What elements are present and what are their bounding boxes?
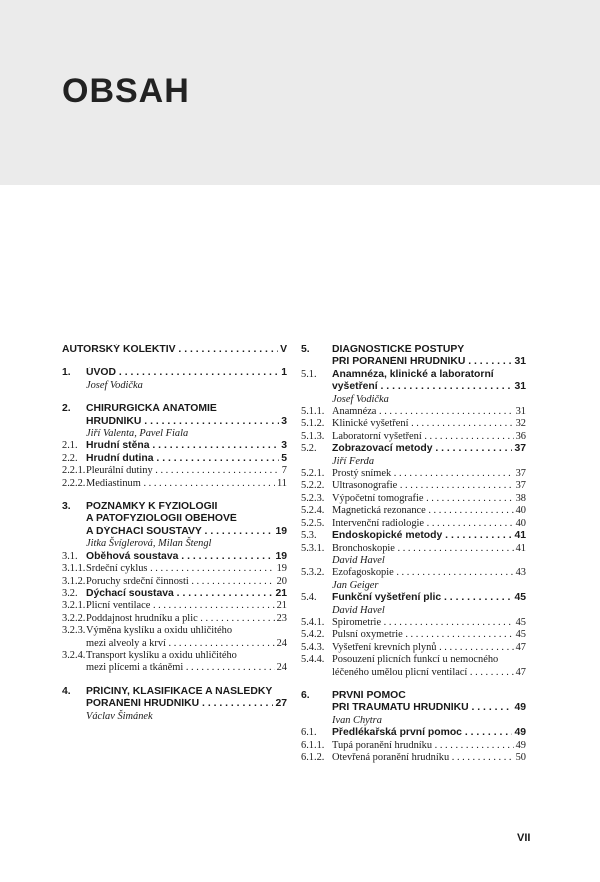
toc-entry[interactable]: 5.2.1. Prostý snímek . . . 37: [301, 468, 526, 480]
toc-entry-ch3[interactable]: 3. POZNÁMKY K FYZIOLOGII: [62, 501, 218, 513]
toc-entry[interactable]: 6.1.1. Tupá poranění hrudníku . . . 49: [301, 740, 526, 752]
toc-entry[interactable]: 6.1. Předlékařská první pomoc . . . 49: [301, 727, 526, 739]
page-title: OBSAH: [62, 72, 190, 110]
toc-entry[interactable]: 5.4.1. Spirometrie . . . 45: [301, 617, 526, 629]
toc-entry[interactable]: 3.2. Dýchací soustava . . . 21: [62, 588, 287, 600]
author: Jitka Švíglerová, Milan Štengl: [86, 538, 212, 550]
toc-entry-5-3-2[interactable]: 5.3.2. Ezofagoskopie . . . 43: [301, 567, 526, 579]
toc-entry[interactable]: 5.1.1. Anamnéza . . . 31: [301, 406, 526, 418]
toc-entry[interactable]: 5.1.3. Laboratorní vyšetření . . . 36: [301, 431, 526, 443]
toc-entry-5-1[interactable]: 5.1. Anamnéza, klinické a laboratorní: [301, 368, 494, 380]
toc-entry[interactable]: 3.2.3. Výměna kyslíku a oxidu uhličitého: [62, 625, 233, 637]
toc-entry-ch2[interactable]: 2. CHIRURGICKÁ ANATOMIE: [62, 403, 217, 415]
toc-entry[interactable]: 5.4.2. Pulsní oxymetrie . . . 45: [301, 629, 526, 641]
author: Václav Šimánek: [86, 710, 153, 722]
toc-left-column: AUTORSKÝ KOLEKTIV . . . V 1. ÚVOD . . . 1 Josef Vodička 2. CHIRURGICKÁ ANATOMIE HRUDNÍKU . . . 3 Jiří Valenta, Pavel Fiala 2.1. Hrudní stěna . . . 3 2.2. Hrudní dutina . . . 5 2.2.1. Pleurální dutiny . . . 7 2.2.2. Mediastinum . . . 11 3. POZNÁMKY K FYZIOLOGII A PATOFYZIOLOGII OBĚHOVÉ A DÝCHACÍ SOUSTAVY . . . 19 Jitka Švíglerová, Milan Štengl 3.1. Oběhová soustava . . . 19 3.1.1. Srdeční cyklus . . . 19 3.1.2. Poruchy srdeční činnosti . . . 20 3.2. Dýchací soustava . . . 21 3.2.1. Plicní ventilace . . . 21 3.2.2. Poddajnost hrudníku a plic . . . 23 3.2.3. Výměna kyslíku a oxidu uhličitého mezi alveoly a krví . . . 24 3.2.4. Transport kyslíku a oxidu uhličitého mezi plícemi a tkáněmi . . . 24 4. PŘÍČINY, KLASIFIKACE A NÁSLEDKY PORANĚNÍ HRUDNÍKU . . . 27 Václav Šimánek: [62, 344, 287, 723]
toc-entry-5-2[interactable]: 5.2. Zobrazovací metody . . . 37: [301, 443, 526, 455]
toc-entry-ch4[interactable]: 4. PŘÍČINY, KLASIFIKACE A NÁSLEDKY: [62, 685, 273, 697]
toc-entry[interactable]: 6.1.2. Otevřená poranění hrudníku . . . 50: [301, 752, 526, 764]
toc-entry-ch6[interactable]: 6. PRVNÍ POMOC: [301, 689, 406, 701]
toc-entry[interactable]: 2.2.1. Pleurální dutiny . . . 7: [62, 465, 287, 477]
author: Jan Geiger: [332, 579, 379, 591]
toc-entry[interactable]: 5.2.3. Výpočetní tomografie . . . 38: [301, 493, 526, 505]
toc-entry[interactable]: 3.1.1. Srdeční cyklus . . . 19: [62, 563, 287, 575]
toc-entry[interactable]: 3.2.4. Transport kyslíku a oxidu uhličitého: [62, 649, 237, 661]
toc-entry[interactable]: 5.2.4. Magnetická rezonance . . . 40: [301, 505, 526, 517]
toc-entry-autorsky[interactable]: AUTORSKÝ KOLEKTIV . . . V: [62, 344, 287, 356]
toc-entry[interactable]: 3.2.1. Plicní ventilace . . . 21: [62, 600, 287, 612]
author: Jiří Valenta, Pavel Fiala: [86, 428, 189, 440]
toc-entry[interactable]: 2.2. Hrudní dutina . . . 5: [62, 453, 287, 465]
toc-entry[interactable]: 5.1.2. Klinické vyšetření . . . 32: [301, 418, 526, 430]
toc-right-column: 5. DIAGNOSTICKÉ POSTUPY PŘI PORANĚNÍ HRUDNÍKU . . . 31 5.1. Anamnéza, klinické a laboratorní vyšetření . . . 31 Josef Vodička 5.1.1. Anamnéza . . . 31 5.1.2. Klinické vyšetření . . . 32 5.1.3. Laboratorní vyšetření . . . 36 5.2. Zobrazovací metody . . . 37 Jiří Ferda 5.2.1. Prostý snímek . . . 37 5.2.2. Ultrasonografie . . . 37 5.2.3. Výpočetní tomografie . . . 38 5.2.4. Magnetická rezonance . . . 40 5.2.5. Intervenční radiologie . . . 40 5.3. Endoskopické metody . . . 41 5.3.1. Bronchoskopie . . . 41 David Havel 5.3.2. Ezofagoskopie . . . 43 Jan Geiger 5.4. Funkční vyšetření plic . . . 45 David Havel 5.4.1. Spirometrie . . . 45 5.4.2. Pulsní oxymetrie . . . 45 5.4.3. Vyšetření krevních plynů . . . 47 5.4.4. Posouzení plicních funkcí u nemocného léčeného umělou plicní ventilací . . . 47 6. PRVNÍ POMOC PŘI TRAUMATU HRUDNÍKU . . . 49 Ivan Chytra 6.1. Předlékařská první pomoc . . . 49 6.1.1. Tupá poranění hrudníku . . . 49 6.1.2. Otevřená poranění hrudníku . . . 50: [301, 344, 526, 764]
toc-entry-uvod[interactable]: 1. ÚVOD . . . 1: [62, 367, 287, 379]
author: Ivan Chytra: [332, 714, 382, 726]
toc-entry[interactable]: 2.2.2. Mediastinum . . . 11: [62, 478, 287, 490]
author: Josef Vodička: [86, 379, 143, 391]
toc-entry[interactable]: 3.2.2. Poddajnost hrudníku a plic . . . 23: [62, 613, 287, 625]
author: Josef Vodička: [332, 393, 389, 405]
page-number: VII: [517, 832, 531, 844]
author: Jiří Ferda: [332, 455, 375, 467]
toc-entry[interactable]: 5.4.3. Vyšetření krevních plynů . . . 47: [301, 642, 526, 654]
toc-entry[interactable]: 5.2.5. Intervenční radiologie . . . 40: [301, 518, 526, 530]
toc-entry[interactable]: 3.1.2. Poruchy srdeční činnosti . . . 20: [62, 576, 287, 588]
toc-entry-ch5[interactable]: 5. DIAGNOSTICKÉ POSTUPY: [301, 344, 465, 355]
toc-entry-5-4[interactable]: 5.4. Funkční vyšetření plic . . . 45: [301, 592, 526, 604]
toc-entry-5-4-4[interactable]: 5.4.4. Posouzení plicních funkcí u nemocného: [301, 654, 499, 666]
toc-entry[interactable]: 3.1. Oběhová soustava . . . 19: [62, 551, 287, 563]
toc-entry-5-3[interactable]: 5.3. Endoskopické metody . . . 41: [301, 530, 526, 542]
toc-entry[interactable]: 5.2.2. Ultrasonografie . . . 37: [301, 480, 526, 492]
toc-entry[interactable]: 2.1. Hrudní stěna . . . 3: [62, 440, 287, 452]
author: David Havel: [332, 604, 385, 616]
toc-entry-5-3-1[interactable]: 5.3.1. Bronchoskopie . . . 41: [301, 543, 526, 555]
author: David Havel: [332, 554, 385, 566]
